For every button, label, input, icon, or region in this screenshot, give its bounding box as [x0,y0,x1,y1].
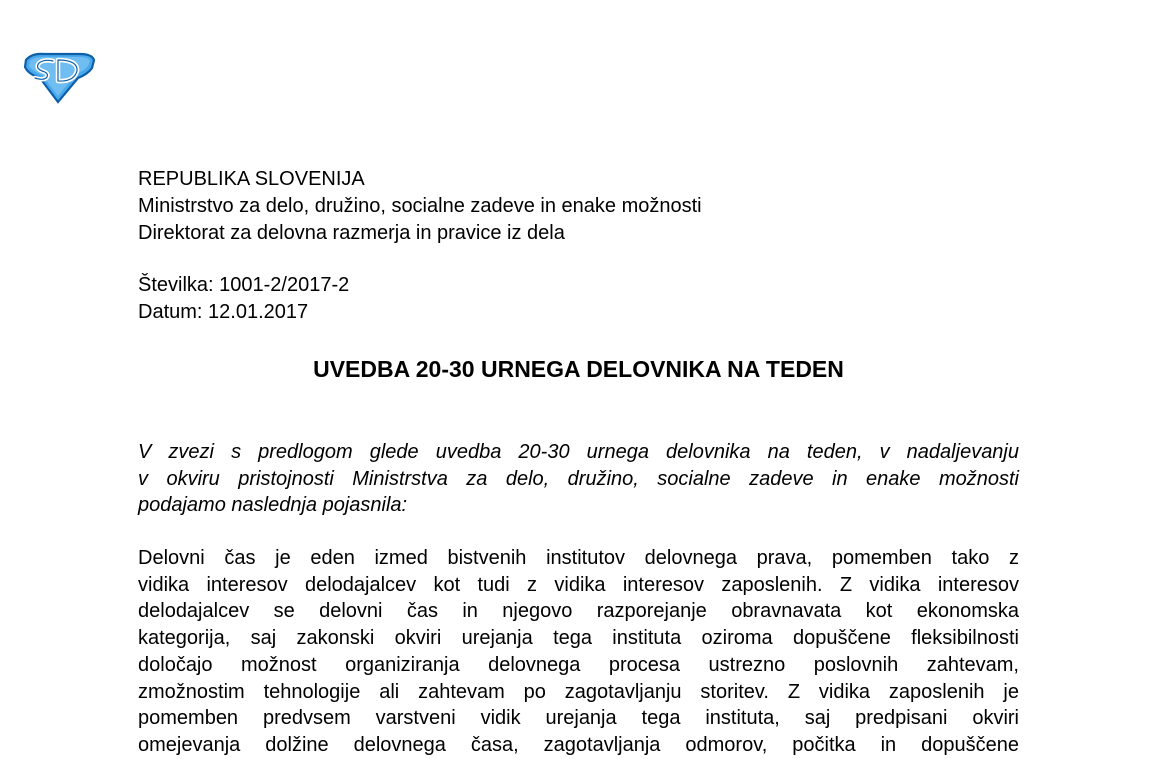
body-paragraph [138,545,1019,759]
document-title: UVEDBA 20-30 URNEGA DELOVNIKA NA TEDEN [313,356,844,382]
sd-logo [22,50,96,104]
body-line: omejevanja dolžine delovnega časa, zagotavljanja odmorov, počitka in dopuščene [138,733,1019,756]
country-line: REPUBLIKA SLOVENIJA [138,168,365,190]
body-line: delodajalcev se delovni čas in njegovo razporejanje obravnavata kot ekonomska [138,600,1019,623]
body-line: zmožnostim tehnologije ali zahtevam po zagotavljanju storitev. Z vidika zaposlenih je [138,680,1019,703]
body-line: Delovni čas je eden izmed bistvenih institutov delovnega prava, pomemben tako z [138,547,1019,569]
body-line: pomemben predvsem varstveni vidik urejanja tega instituta, saj predpisani okviri [138,707,1019,730]
body-line: kategorija, saj zakonski okviri urejanja tega instituta oziroma dopuščene fleksibilnosti [138,627,1019,650]
document-meta [138,272,349,326]
body-line: določajo možnost organiziranja delovnega procesa ustrezno poslovnih zahtevam, [138,653,1019,676]
document-number: Številka: 1001-2/2017-2 [138,274,350,296]
intro-paragraph [138,439,1019,519]
ministry-line: Ministrstvo za delo, družino, socialne zadeve in enake možnosti [138,195,702,217]
intro-line: podajamo naslednja pojasnila: [138,494,408,516]
directorate-line: Direktorat za delovna razmerja in pravice iz dela [138,222,565,244]
sd-shield-logo-icon [22,50,96,104]
body-line: vidika interesov delodajalcev kot tudi z vidika interesov zaposlenih. Z vidika interesov [138,573,1019,596]
issuer-header [138,166,702,247]
intro-line: v okviru pristojnosti Ministrstva za delo, družino, socialne zadeve in enake možnosti [138,467,1019,490]
document-date: Datum: 12.01.2017 [138,301,309,323]
intro-line: V zvezi s predlogom glede uvedba 20-30 urnega delovnika na teden, v nadaljevanju [138,441,1019,463]
